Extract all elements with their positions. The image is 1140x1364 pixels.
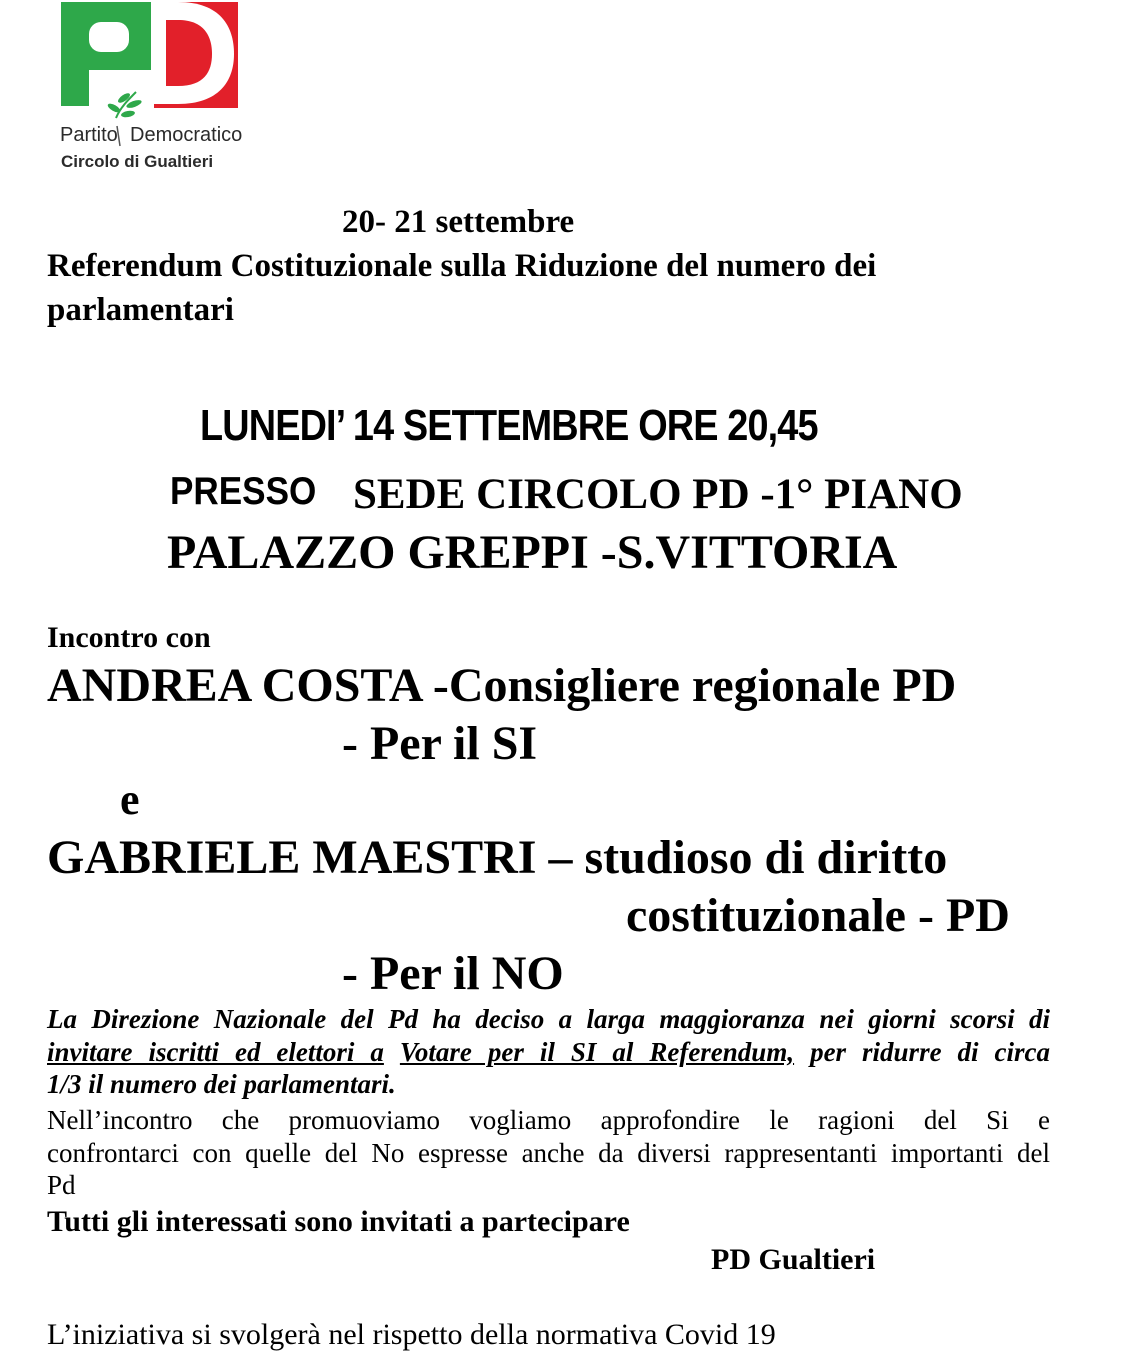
event-datetime: LUNEDI’ 14 SETTEMBRE ORE 20,45 (200, 401, 818, 450)
pd-logo (58, 0, 258, 175)
statement-line2-rest: per ridurre di circa (810, 1037, 1051, 1067)
covid-note: L’iniziativa si svolgerà nel rispetto della normativa Covid 19 (47, 1318, 776, 1351)
statement-line3: 1/3 il numero dei parlamentari. (47, 1069, 396, 1099)
invitation: Tutti gli interessati sono invitati a partecipare (47, 1205, 630, 1238)
paragraph-line2: confrontarci con quelle del No espresse anche da diversi rappresentanti importanti del (47, 1138, 1050, 1168)
pd-logo-mark (58, 0, 258, 175)
paragraph-line1: Nell’incontro che promuoviamo vogliamo approfondire le ragioni del Si e (47, 1105, 1050, 1135)
referendum-title-line1: Referendum Costituzionale sulla Riduzione del numero dei (47, 248, 877, 284)
statement-line2 (47, 1036, 1050, 1068)
statement-line1: La Direzione Nazionale del Pd ha deciso a larga maggioranza nei giorni scorsi di (47, 1004, 1050, 1034)
signature: PD Gualtieri (711, 1243, 876, 1276)
speaker2-position: - Per il NO (342, 947, 564, 1000)
speaker2-name: GABRIELE MAESTRI – studioso di diritto (47, 831, 948, 884)
meeting-intro: Incontro con (47, 621, 211, 654)
referendum-dates: 20- 21 settembre (342, 204, 575, 240)
event-presso: PRESSO (170, 470, 317, 513)
event-place-sede: SEDE CIRCOLO PD -1° PIANO (353, 471, 963, 518)
event-place-palazzo: PALAZZO GREPPI -S.VITTORIA (167, 526, 898, 579)
referendum-title-line2: parlamentari (47, 292, 234, 328)
conjunction: e (120, 775, 140, 824)
speaker2-role: costituzionale - PD (626, 889, 1010, 942)
statement-underline-1: invitare iscritti ed elettori a (47, 1037, 384, 1067)
speaker1-name: ANDREA COSTA -Consigliere regionale PD (47, 659, 957, 712)
statement-underline-2: Votare per il SI al Referendum, (399, 1037, 795, 1067)
speaker1-position: - Per il SI (342, 717, 538, 770)
logo-text-circolo: Circolo di Gualtieri (61, 152, 214, 171)
paragraph-line3: Pd (47, 1170, 76, 1200)
logo-text-democratico: Democratico (130, 124, 243, 146)
logo-text-partito: Partito (60, 124, 118, 146)
